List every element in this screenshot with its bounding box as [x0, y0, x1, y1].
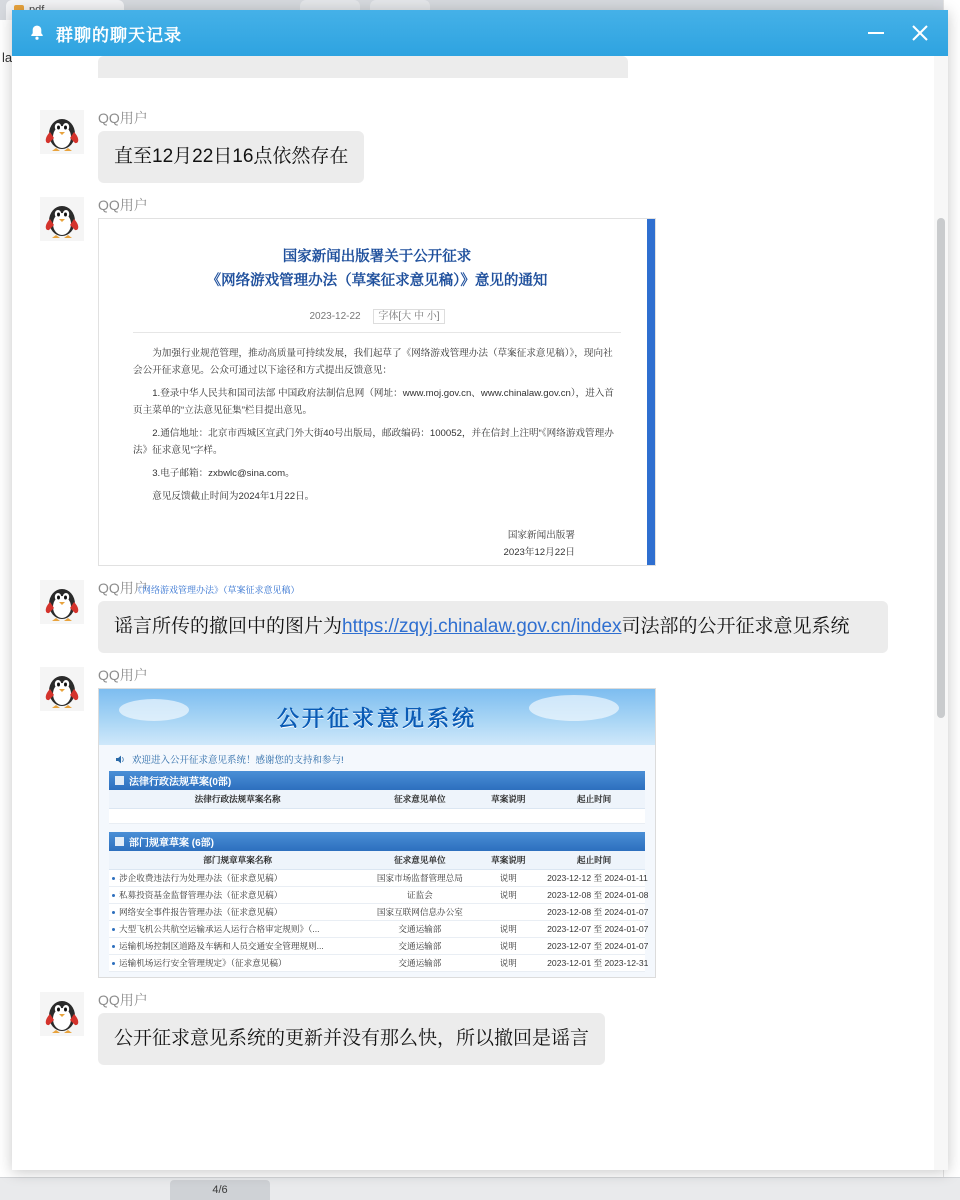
bell-icon	[26, 22, 48, 44]
notice-sign-org: 国家新闻出版署	[507, 530, 575, 541]
table-cell-unit: 国家互联网信息办公室	[366, 904, 473, 921]
avatar[interactable]	[40, 197, 84, 241]
table-row[interactable]	[109, 921, 645, 938]
notice-date: 2023-12-22	[309, 311, 361, 322]
message-sender: QQ用户	[98, 992, 148, 1008]
qq-penguin-icon	[40, 110, 84, 154]
rules-table	[109, 851, 649, 972]
notice-attachment-link[interactable]: 《网络游戏管理办法》（草案征求意见稿）	[133, 585, 300, 595]
notice-paragraph: 3.电子邮箱：zxbwlc@sina.com。	[152, 468, 295, 479]
column-header: 征求意见单位	[366, 851, 473, 870]
message-item	[12, 110, 934, 183]
message-sender: QQ用户	[98, 110, 148, 126]
column-header: 起止时间	[543, 851, 645, 870]
notice-divider	[133, 332, 621, 333]
column-header: 草案说明	[473, 851, 543, 870]
system-section-header	[109, 832, 645, 851]
qq-penguin-icon	[40, 197, 84, 241]
system-section-laws	[109, 771, 645, 824]
notice-title-line2: 《网络游戏管理办法（草案征求意见稿）》意见的通知	[206, 273, 548, 289]
message-image-consultation-system[interactable]	[98, 688, 656, 978]
message-sender: QQ用户	[98, 667, 148, 683]
notice-paragraph: 1.登录中华人民共和国司法部 中国政府法制信息网（网址：www.moj.gov.cn、www.chinalaw.gov.cn），进入首页主菜单的“立法意见征集”栏目提出意见。	[133, 388, 614, 416]
table-cell	[543, 809, 645, 824]
table-row[interactable]	[109, 904, 645, 921]
system-section-title: 法律行政法规草案(0部)	[129, 777, 232, 788]
qq-penguin-icon	[40, 580, 84, 624]
window-title: 群聊的聊天记录	[56, 25, 182, 45]
column-header: 征求意见单位	[366, 790, 473, 809]
table-cell-period: 2023-12-01 至 2023-12-31	[543, 955, 645, 972]
table-cell-note[interactable]: 说明	[473, 921, 543, 938]
table-cell-unit: 交通运输部	[366, 921, 473, 938]
window-titlebar	[12, 10, 948, 56]
cloud-decoration	[119, 699, 189, 721]
table-cell	[109, 809, 366, 824]
speaker-icon	[115, 754, 126, 765]
avatar[interactable]	[40, 992, 84, 1036]
message-bubble-partial	[98, 56, 628, 78]
message-sender: QQ用户	[98, 580, 148, 596]
list-icon	[115, 776, 124, 785]
message-text-after: 司法部的公开征求意见系统	[621, 616, 850, 637]
table-cell-unit: 交通运输部	[366, 938, 473, 955]
notice-paragraph: 意见反馈截止时间为2024年1月22日。	[152, 491, 315, 502]
column-header: 起止时间	[543, 790, 645, 809]
table-cell-name[interactable]: 涉企收费违法行为处理办法（征求意见稿）	[109, 870, 366, 887]
message-item	[12, 992, 934, 1065]
cloud-decoration	[529, 695, 619, 721]
message-link[interactable]: https://zqyj.chinalaw.gov.cn/index	[342, 616, 622, 637]
table-cell-period: 2023-12-07 至 2024-01-07	[543, 921, 645, 938]
list-icon	[115, 837, 124, 846]
message-list-scrollbar[interactable]	[934, 56, 948, 1170]
table-row[interactable]	[109, 955, 645, 972]
system-banner	[99, 689, 655, 745]
page-indicator: 4/6	[170, 1180, 270, 1200]
table-cell-name[interactable]: 大型飞机公共航空运输承运人运行合格审定规则》（...	[109, 921, 366, 938]
table-cell-note[interactable]	[473, 904, 543, 921]
table-cell-period: 2023-12-08 至 2024-01-07	[543, 904, 645, 921]
table-cell-name[interactable]: 运输机场运行安全管理规定》（征求意见稿）	[109, 955, 366, 972]
message-bubble[interactable]	[98, 601, 888, 653]
table-header-row	[109, 851, 645, 870]
message-item	[12, 667, 934, 978]
background-text: la	[2, 50, 13, 65]
notice-paragraph: 2.通信地址：北京市西城区宣武门外大街40号出版局，邮政编码：100052，并在信封上注明“《网络游戏管理办法》征求意见”字样。	[133, 428, 614, 456]
table-row-empty	[109, 809, 645, 824]
notice-meta	[133, 307, 621, 322]
close-button[interactable]	[898, 13, 942, 53]
column-header: 部门规章草案名称	[109, 851, 366, 870]
table-cell-note[interactable]: 说明	[473, 938, 543, 955]
table-row[interactable]	[109, 887, 645, 904]
notice-paragraph: 为加强行业规范管理，推动高质量可持续发展，我们起草了《网络游戏管理办法（草案征求意见稿）》，现向社会公开征求意见。公众可通过以下途径和方式提出反馈意见：	[133, 348, 613, 376]
minimize-icon	[868, 32, 884, 34]
chat-record-window	[12, 10, 948, 1170]
minimize-button[interactable]	[854, 13, 898, 53]
avatar[interactable]	[40, 580, 84, 624]
table-cell-unit: 交通运输部	[366, 955, 473, 972]
system-section-rules	[109, 832, 649, 972]
notice-signature	[133, 527, 621, 561]
table-cell-note[interactable]: 说明	[473, 870, 543, 887]
table-cell-period: 2023-12-12 至 2024-01-11	[543, 870, 645, 887]
avatar[interactable]	[40, 667, 84, 711]
qq-penguin-icon	[40, 667, 84, 711]
table-cell-name[interactable]: 运输机场控制区道路及车辆和人员交通安全管理规则...	[109, 938, 366, 955]
table-cell	[366, 809, 473, 824]
system-welcome	[99, 745, 655, 771]
table-cell-period: 2023-12-08 至 2024-01-08	[543, 887, 645, 904]
scrollbar-thumb[interactable]	[937, 218, 945, 718]
message-bubble[interactable]: 直至12月22日16点依然存在	[98, 131, 364, 183]
table-cell	[473, 809, 543, 824]
qq-penguin-icon	[40, 992, 84, 1036]
table-cell-name[interactable]: 网络安全事件报告管理办法（征求意见稿）	[109, 904, 366, 921]
message-sender: QQ用户	[98, 197, 148, 213]
message-bubble[interactable]: 公开征求意见系统的更新并没有那么快，所以撤回是谣言	[98, 1013, 605, 1065]
column-header: 草案说明	[473, 790, 543, 809]
message-text-before: 谣言所传的撤回中的图片为	[114, 616, 343, 637]
section-gap	[99, 824, 655, 832]
table-header-row	[109, 790, 645, 809]
close-icon	[910, 23, 930, 43]
table-cell-name[interactable]: 私募投资基金监督管理办法（征求意见稿）	[109, 887, 366, 904]
column-header: 法律行政法规草案名称	[109, 790, 366, 809]
system-section-header	[109, 771, 645, 790]
laws-table	[109, 790, 645, 824]
table-cell-note[interactable]: 说明	[473, 887, 543, 904]
table-cell-unit: 国家市场监督管理总局	[366, 870, 473, 887]
table-cell-unit: 证监会	[366, 887, 473, 904]
notice-font-size[interactable]: 字体[大 中 小]	[373, 309, 444, 324]
system-title: 公开征求意见系统	[276, 705, 477, 731]
table-cell-period: 2023-12-07 至 2024-01-07	[543, 938, 645, 955]
table-row[interactable]	[109, 870, 645, 887]
system-section-title: 部门规章草案 (6部)	[129, 838, 214, 849]
table-row[interactable]	[109, 938, 645, 955]
avatar[interactable]	[40, 110, 84, 154]
message-item	[12, 197, 934, 595]
system-welcome-text: 欢迎进入公开征求意见系统！感谢您的支持和参与!	[132, 755, 344, 766]
table-cell-note[interactable]: 说明	[473, 955, 543, 972]
notice-sign-date: 2023年12月22日	[503, 547, 575, 558]
chat-body	[12, 56, 948, 1170]
message-list	[12, 56, 934, 1170]
background-bottom-bar	[0, 1177, 960, 1200]
message-item	[12, 56, 934, 100]
notice-title-line1: 国家新闻出版署关于公开征求	[282, 249, 472, 265]
